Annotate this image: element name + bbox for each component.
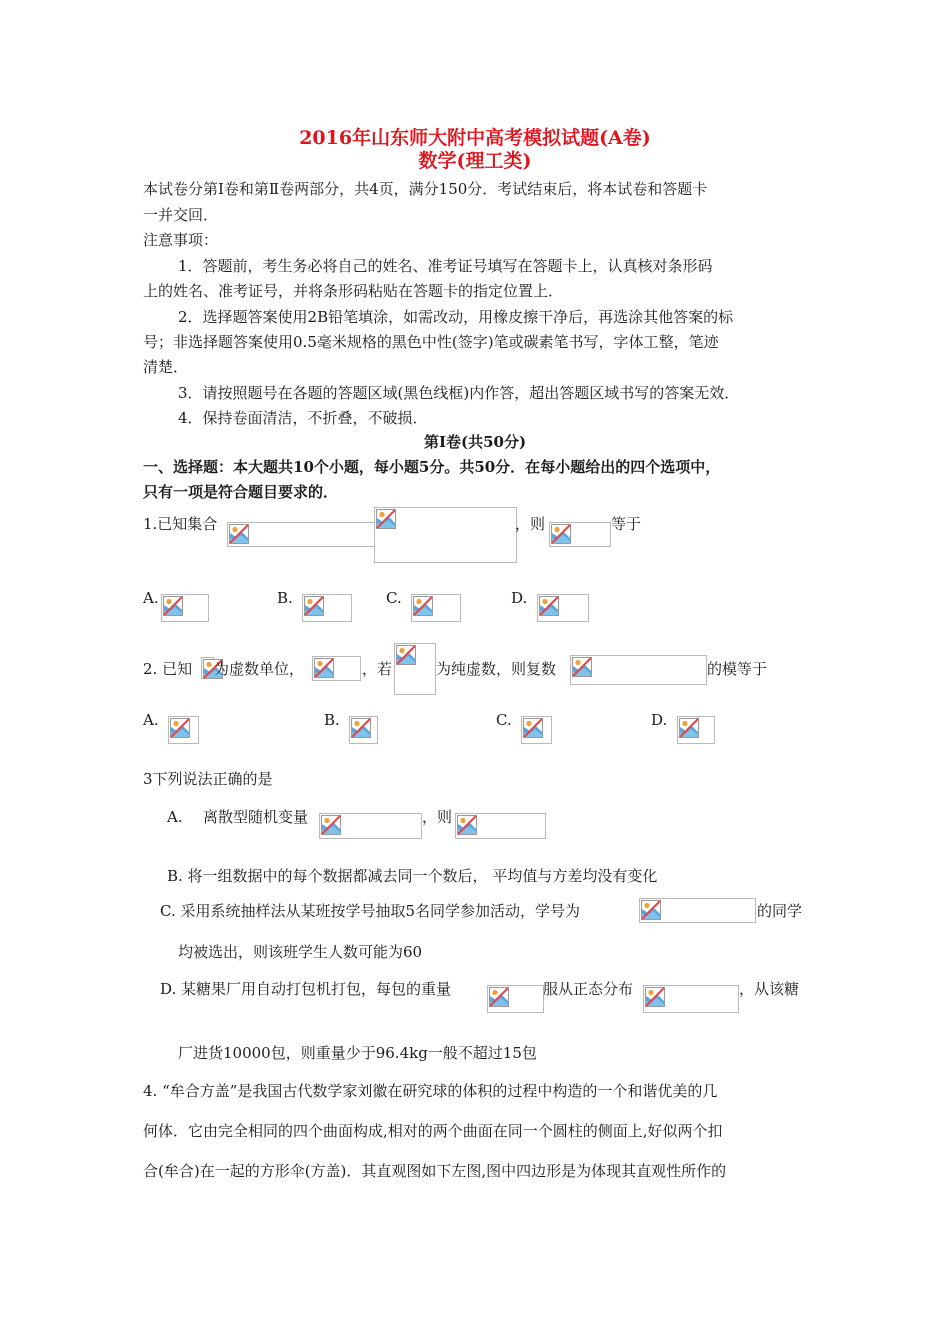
broken-image-icon (641, 900, 661, 920)
formula-image (570, 655, 707, 685)
broken-image-icon (489, 987, 509, 1007)
question-4-line: 合(牟合)在一起的方形伞(方盖)．其直观图如下左图,图中四边形是为体现其直观性所作的 (143, 1162, 727, 1180)
notice-item: 号；非选择题答案使用0.5毫米规格的黑色中性(签字)笔或碳素笔书写，字体工整，笔迹 (143, 333, 719, 351)
formula-image (319, 813, 422, 839)
option-label: D. (511, 589, 528, 607)
formula-image (168, 716, 199, 744)
section-heading: 只有一项是符合题目要求的． (143, 483, 339, 501)
broken-image-icon (572, 657, 592, 677)
question-3-stem: 3下列说法正确的是 (143, 770, 273, 788)
option-label: D. (651, 711, 668, 729)
broken-image-icon (351, 718, 371, 738)
notice-item: 3．请按照题号在各题的答题区域(黑色线框)内作答，超出答题区域书写的答案无效． (178, 384, 740, 402)
section-heading: 一、选择题：本大题共10个小题，每小题5分。共50分．在每小题给出的四个选项中， (143, 458, 721, 476)
option-a-mid: ，则 (422, 808, 453, 826)
formula-image (521, 716, 552, 744)
formula-image (455, 813, 546, 839)
notice-item: 1．答题前，考生务必将自己的姓名、准考证号填写在答题卡上，认真核对条形码 (178, 257, 713, 275)
formula-image (227, 522, 375, 547)
formula-image (411, 594, 461, 622)
broken-image-icon (163, 596, 183, 616)
option-label: A. (143, 589, 159, 607)
broken-image-icon (539, 596, 559, 616)
question-4-line: 4. “牟合方盖”是我国古代数学家刘徽在研究球的体积的过程中构造的一个和谐优美的几 (143, 1082, 718, 1100)
formula-image (374, 507, 517, 563)
notice-item: 2．选择题答案使用2B铅笔填涂，如需改动，用橡皮擦干净后，再选涂其他答案的标 (178, 308, 734, 326)
broken-image-icon (413, 596, 433, 616)
option-label: C. (386, 589, 402, 607)
broken-image-icon (679, 718, 699, 738)
question-2-text: 为虚数单位， (214, 660, 305, 678)
question-4-line: 何体．它由完全相同的四个曲面构成,相对的两个曲面在同一个圆柱的侧面上,好似两个扣 (143, 1122, 723, 1140)
notice-heading: 注意事项： (143, 231, 219, 249)
option-c-line2: 均被选出，则该班学生人数可能为60 (178, 943, 423, 961)
broken-image-icon (396, 645, 416, 665)
broken-image-icon (314, 658, 334, 678)
option-c-text: C. 采用系统抽样法从某班按学号抽取5名同学参加活动，学号为 (160, 902, 581, 920)
question-1-tail: 等于 (611, 515, 642, 533)
question-2-text: ，若 (362, 660, 393, 678)
formula-image (349, 716, 378, 744)
notice-item: 4．保持卷面清洁，不折叠，不破损． (178, 409, 428, 427)
notice-item: 上的姓名、准考证号，并将条形码粘贴在答题卡的指定位置上． (143, 282, 564, 300)
broken-image-icon (304, 596, 324, 616)
broken-image-icon (321, 815, 341, 835)
option-c-tail: 的同学 (757, 902, 803, 920)
question-2-text: 为纯虚数，则复数 (436, 660, 557, 678)
option-d-line2: 厂进货10000包，则重量少于96.4kg一般不超过15包 (178, 1044, 537, 1062)
formula-image (312, 656, 361, 681)
formula-image (302, 594, 352, 622)
broken-image-icon (170, 718, 190, 738)
option-a-text: 离散型随机变量 (203, 808, 309, 826)
broken-image-icon (376, 509, 396, 529)
question-2-text: 的模等于 (707, 660, 768, 678)
broken-image-icon (551, 524, 571, 544)
option-label: A. (143, 711, 159, 729)
formula-image (639, 898, 756, 923)
question-1-mid: ，则 (515, 515, 546, 533)
option-d-text: D. 某糖果厂用自动打包机打包，每包的重量 (160, 980, 452, 998)
formula-image (643, 985, 739, 1013)
broken-image-icon (457, 815, 477, 835)
option-label: B. (277, 589, 293, 607)
formula-image (549, 522, 611, 547)
page-subtitle: 数学(理工类) (418, 150, 532, 172)
intro-line: 本试卷分第Ⅰ卷和第Ⅱ卷两部分，共4页，满分150分．考试结束后，将本试卷和答题卡 (143, 180, 708, 198)
option-b-text: B. 将一组数据中的每个数据都减去同一个数后， 平均值与方差均没有变化 (167, 867, 658, 885)
option-label: A. (167, 808, 183, 826)
option-label: C. (496, 711, 512, 729)
broken-image-icon (645, 987, 665, 1007)
broken-image-icon (523, 718, 543, 738)
formula-image (677, 716, 715, 744)
question-1-lead: 1.已知集合 (143, 515, 218, 533)
option-d-mid: 服从正态分布 (543, 980, 634, 998)
notice-item: 清楚． (143, 358, 189, 376)
formula-image (537, 594, 589, 622)
broken-image-icon (229, 524, 249, 544)
formula-image (161, 594, 209, 622)
page-title: 2016年山东师大附中高考模拟试题(A卷) (299, 127, 651, 149)
question-2-lead: 2. 已知 (143, 660, 193, 678)
intro-line: 一并交回． (143, 206, 219, 224)
formula-image (487, 985, 544, 1013)
part-heading: 第Ⅰ卷(共50分) (423, 433, 527, 451)
option-label: B. (324, 711, 340, 729)
formula-image (201, 657, 214, 679)
formula-image (394, 643, 436, 695)
option-d-tail: ，从该糖 (739, 980, 800, 998)
